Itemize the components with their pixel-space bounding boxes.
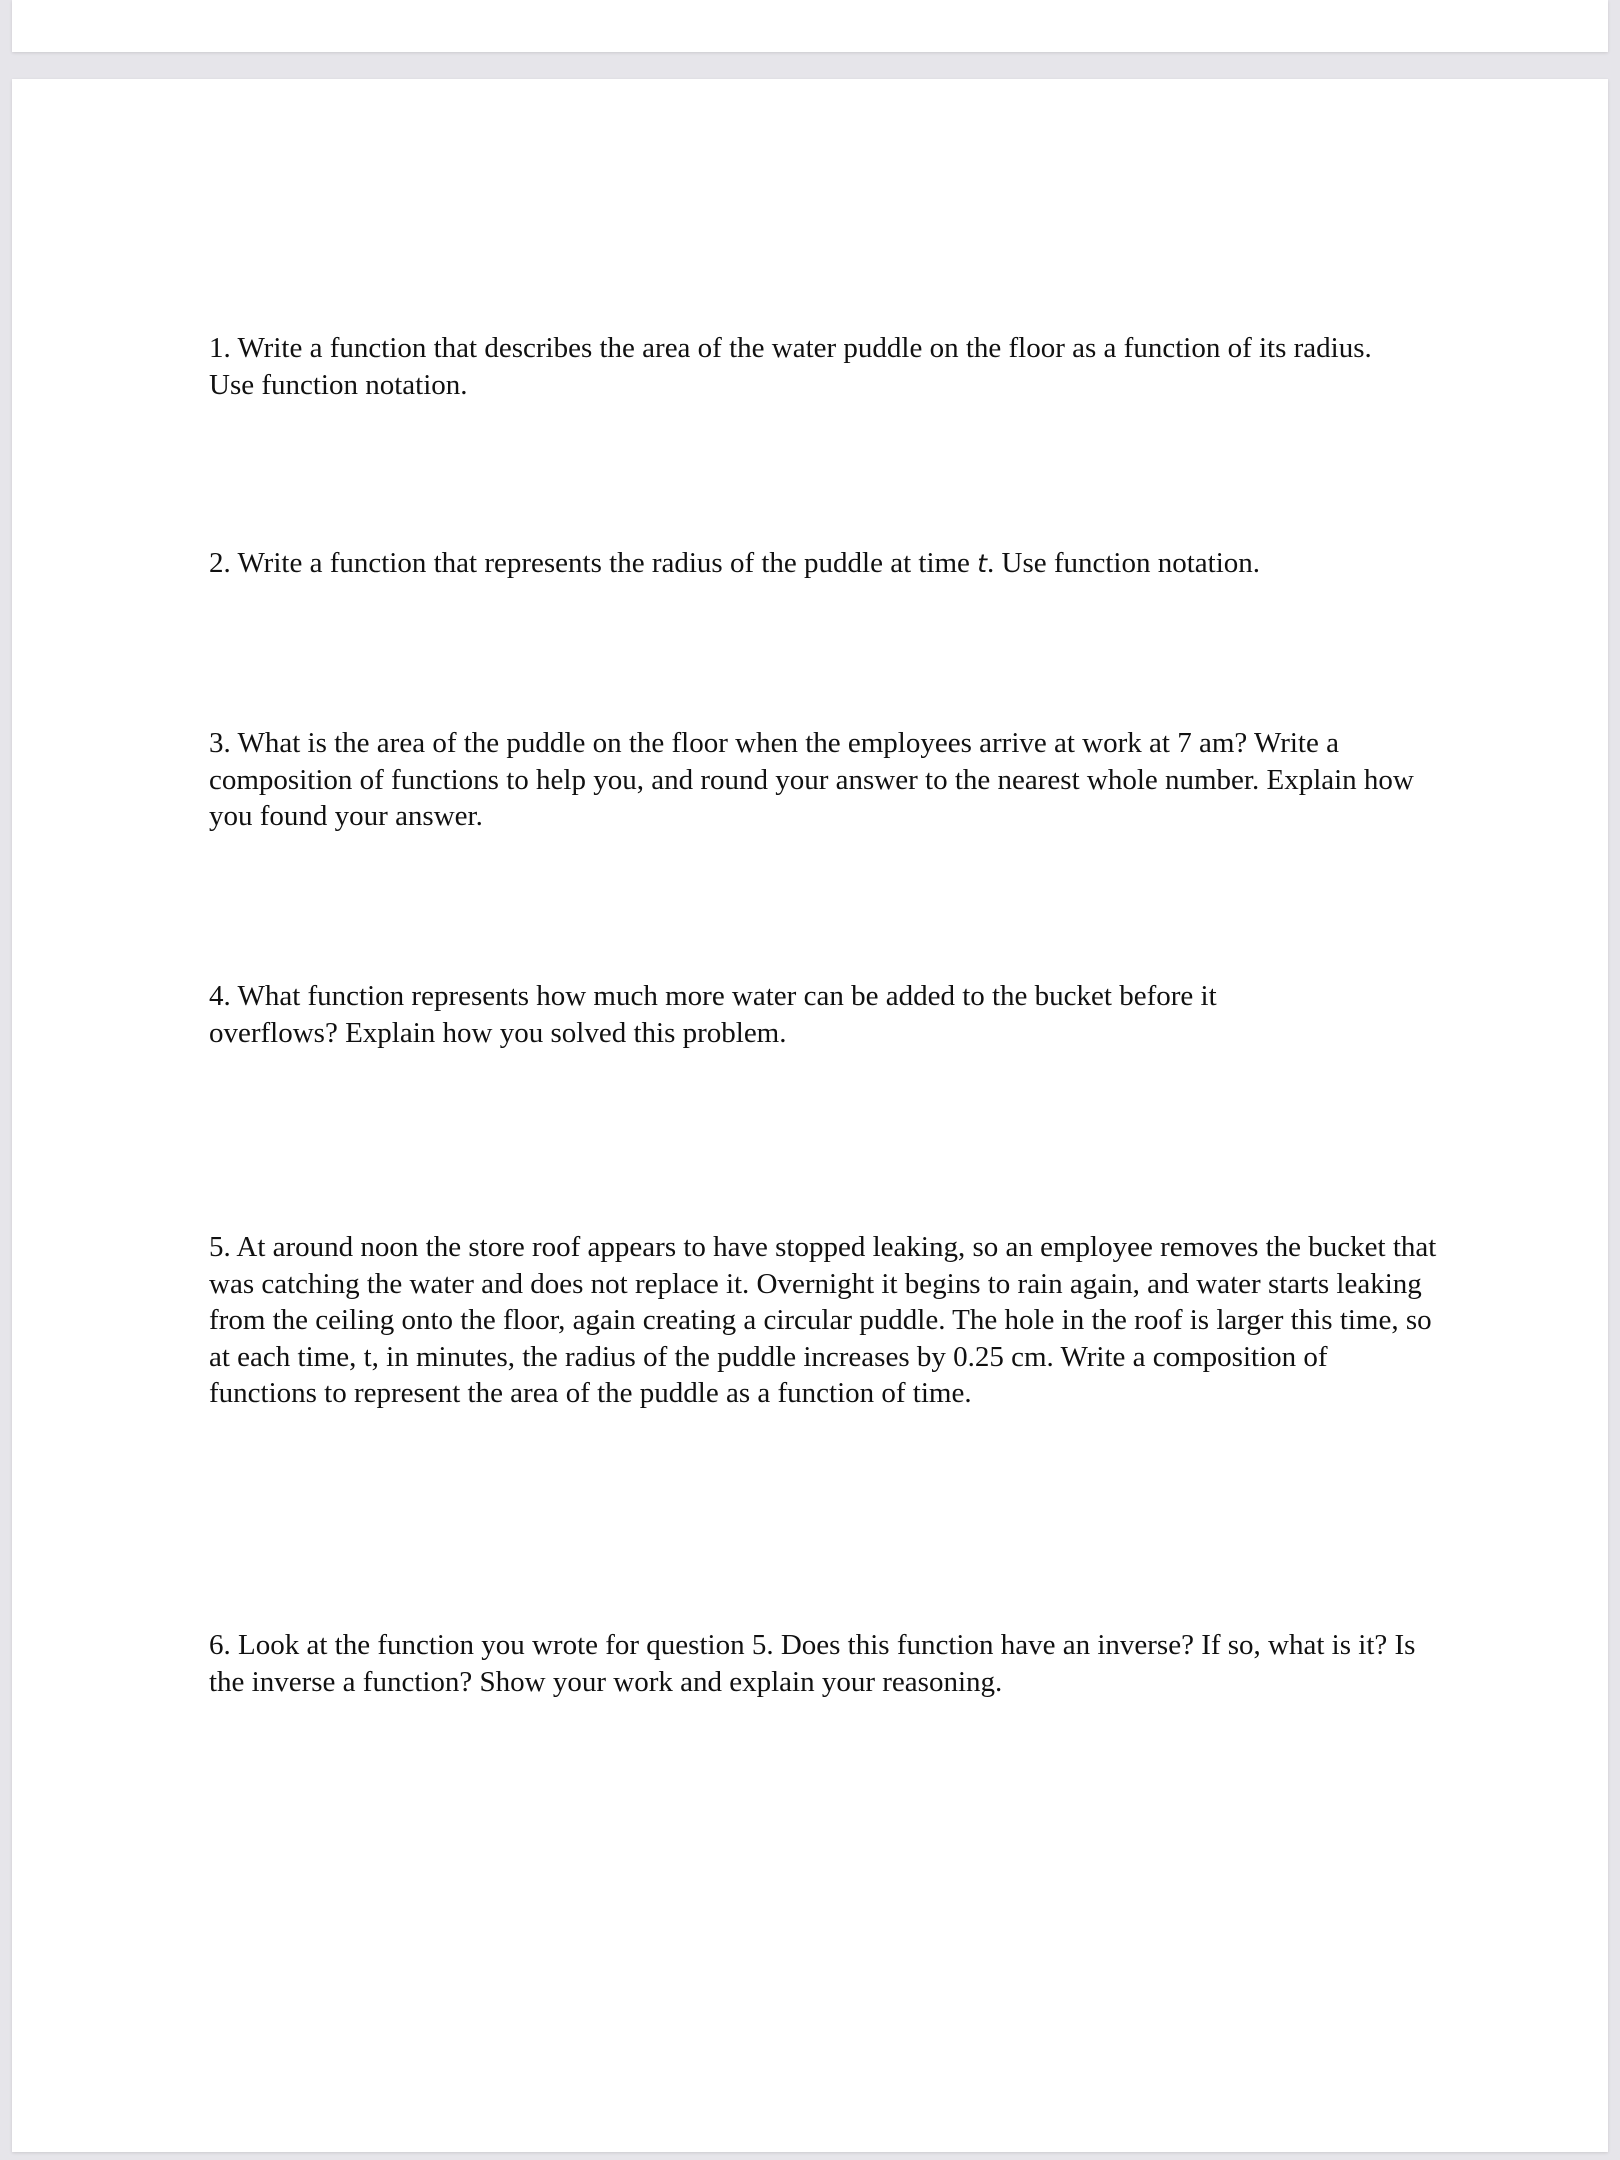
variable-t: t <box>977 549 987 578</box>
question-2 <box>209 545 1439 583</box>
question-3: 3. What is the area of the puddle on the floor when the employees arrive at work at 7 am? Write a composition of functions to help you, and round your answer to the nearest whole number. Explain how you found your answer. <box>209 727 1414 832</box>
question-2-text-end: . Use function notation. <box>987 547 1261 579</box>
question-5: 5. At around noon the store roof appears to have stopped leaking, so an employee removes the bucket that was catching the water and does not replace it. Overnight it begins to rain again, and water starts leaking from the ceiling onto the floor, again creating a circular puddle. The hole in the roof is larger this time, so at each time, t, in minutes, the radius of the puddle increases by 0.25 cm. Write a composition of functions to represent the area of the puddle as a function of time. <box>209 1231 1437 1409</box>
question-6: 6. Look at the function you wrote for question 5. Does this function have an inverse? If so, what is it? Is the inverse a function? Show your work and explain your reasoning. <box>209 1629 1416 1698</box>
previous-page <box>12 0 1608 52</box>
worksheet-page <box>12 79 1608 2152</box>
question-2-text: 2. Write a function that represents the radius of the puddle at time <box>209 547 978 579</box>
question-4: 4. What function represents how much more water can be added to the bucket before it overflows? Explain how you solved this problem. <box>209 980 1217 1049</box>
question-1: 1. Write a function that describes the area of the water puddle on the floor as a function of its radius. Use function notation. <box>209 332 1372 401</box>
